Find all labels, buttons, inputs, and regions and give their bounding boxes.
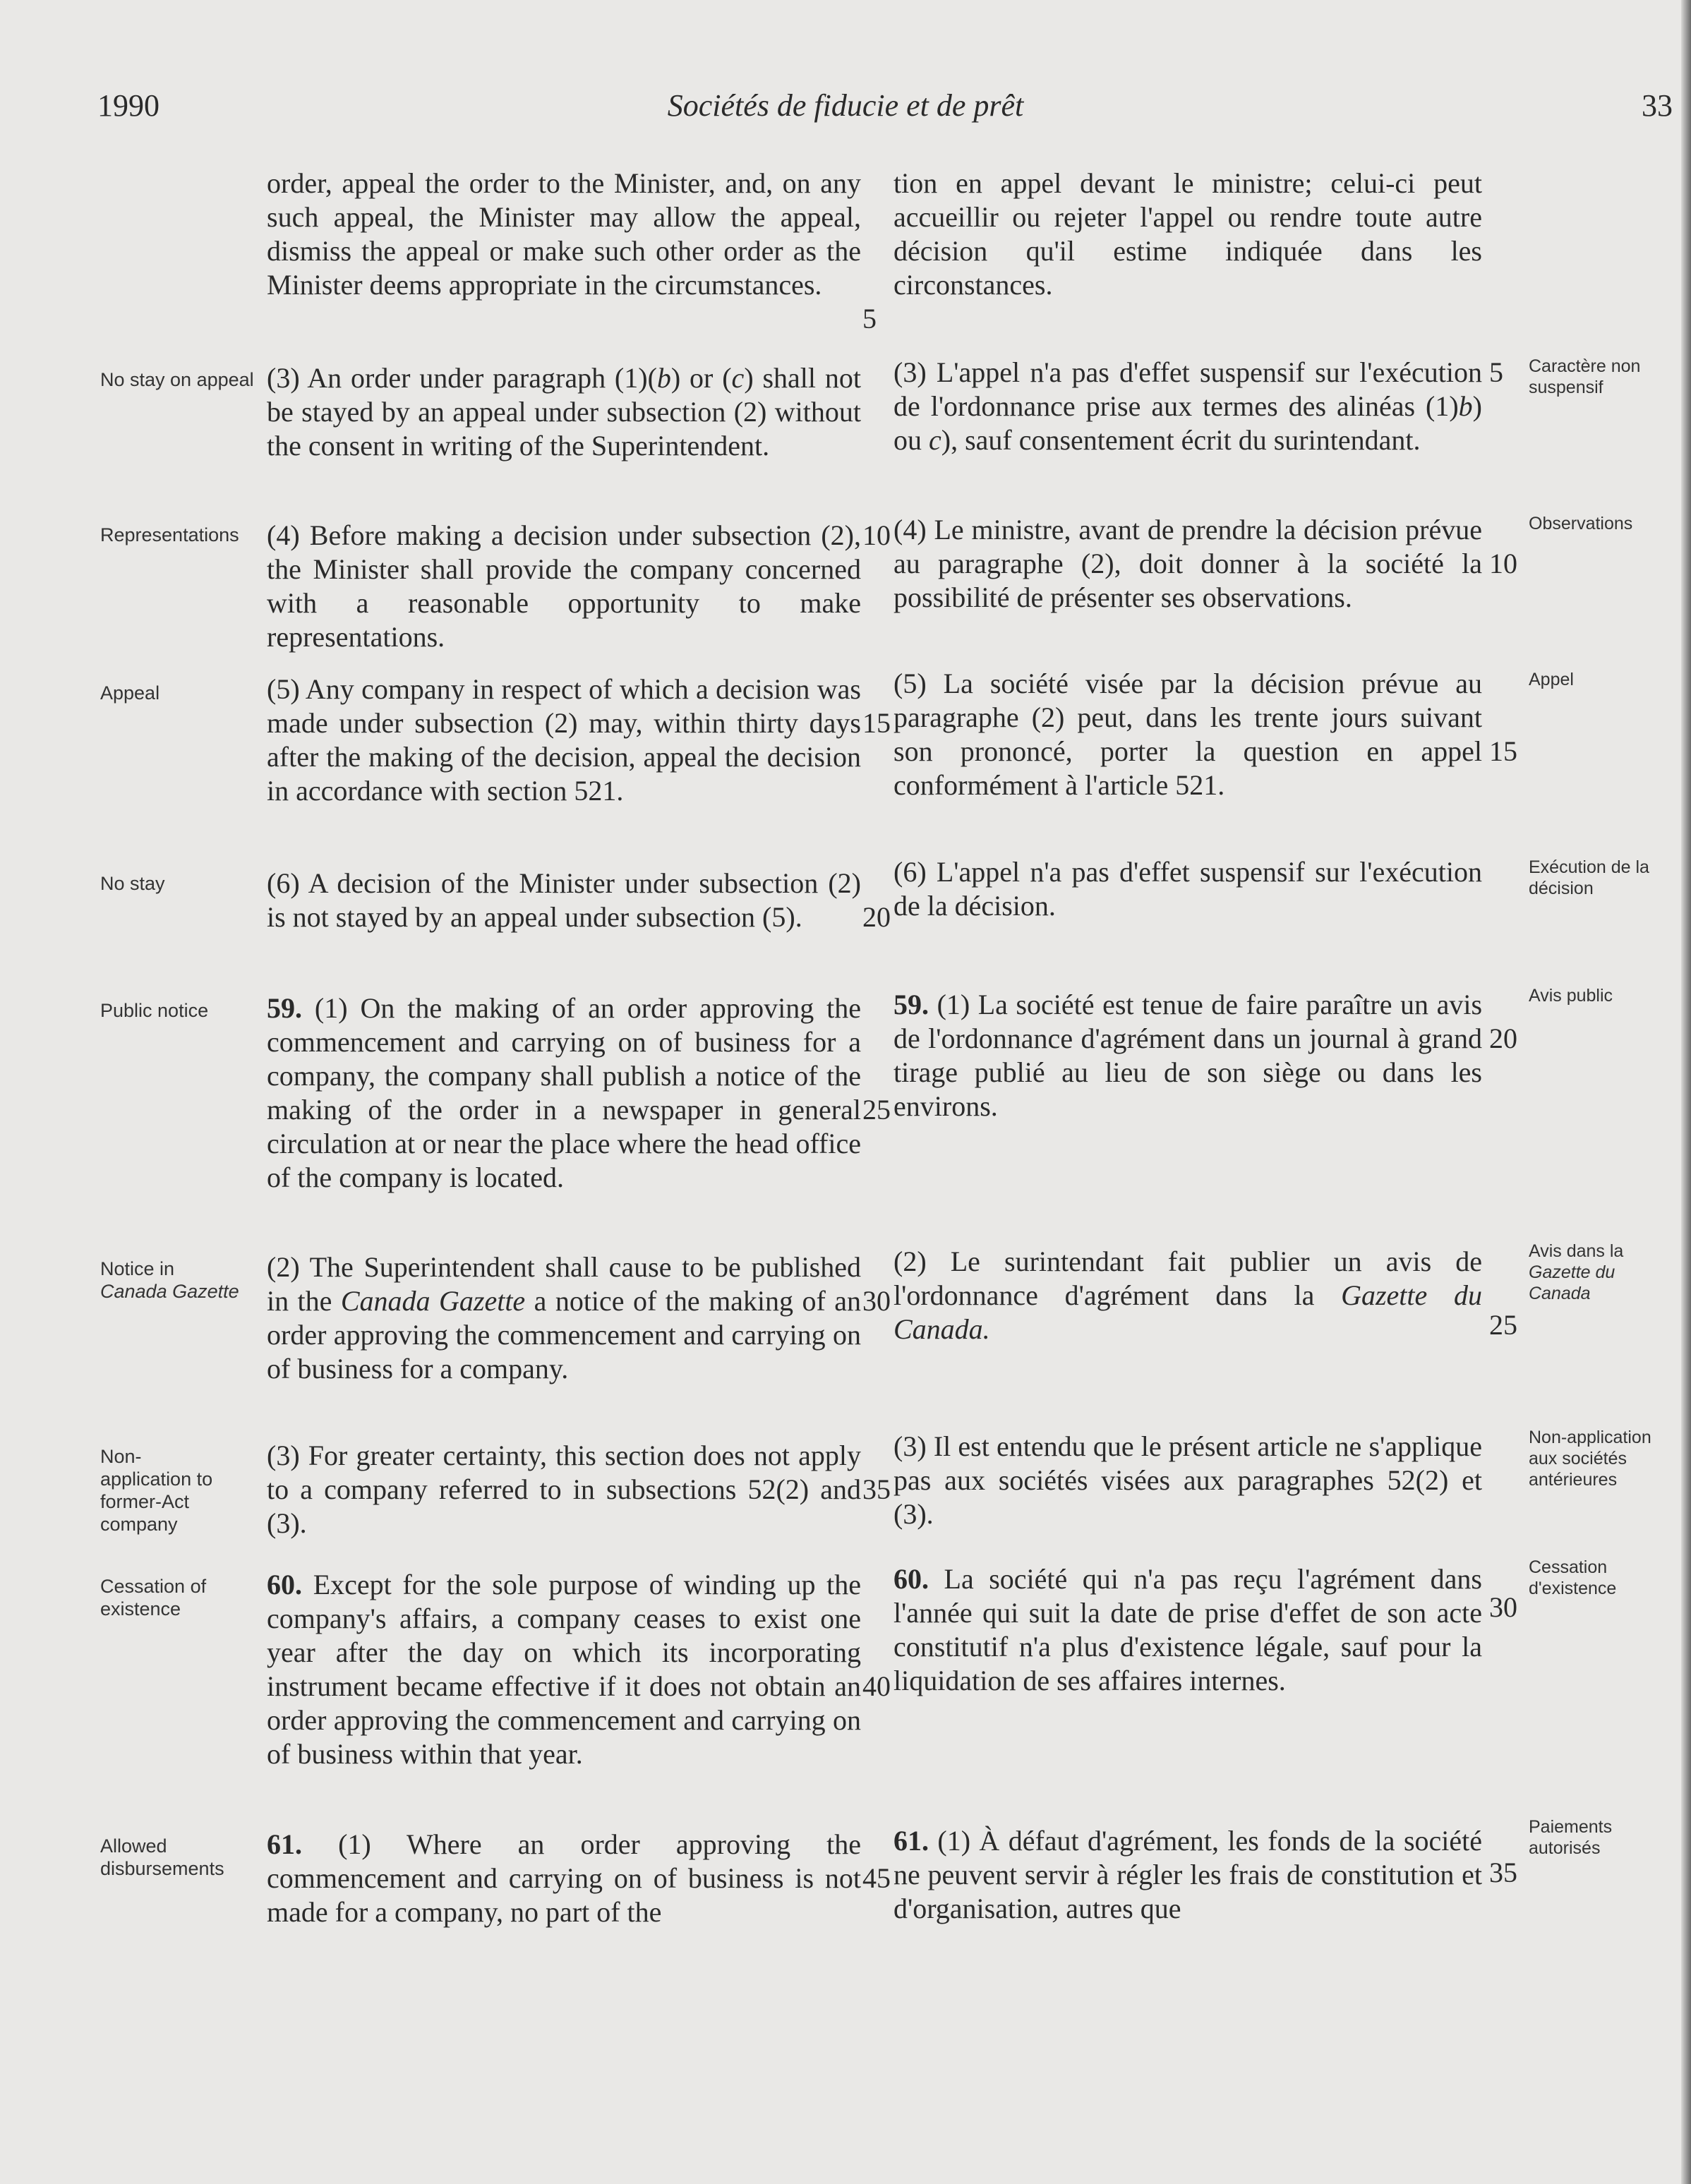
margin-note-en: No stay xyxy=(100,873,165,894)
line-number: 40 xyxy=(862,1670,891,1702)
line-number: 35 xyxy=(1489,1857,1517,1888)
margin-note-fr: Cessation d'existence xyxy=(1529,1557,1617,1598)
line-number: 5 xyxy=(862,303,877,334)
line-number: 5 xyxy=(1489,356,1503,388)
margin-note-fr: Appel xyxy=(1529,670,1574,689)
line-number: 45 xyxy=(862,1862,891,1894)
margin-note-en: Public notice xyxy=(100,1000,209,1021)
fr-section-59-1: 59. (1) La société est tenue de faire paraître un avis de l'ordonnance d'agrément dans un journal à grand tirage publié au lieu de son siège ou dans les environs. xyxy=(893,989,1483,1122)
margin-note-fr: Observations xyxy=(1529,514,1633,533)
page-edge-shadow xyxy=(1681,0,1691,2184)
header-page-number: 33 xyxy=(1642,88,1673,123)
line-number: 25 xyxy=(862,1094,891,1126)
fr-paragraph-continued: tion en appel devant le ministre; celui-ci peut accueillir ou rejeter l'appel ou rendre toute autre décision qu'il estime indiquée dans les circonstances. xyxy=(893,167,1482,301)
line-number: 15 xyxy=(862,707,891,739)
fr-section-59-2: (2) Le surintendant fait publier un avis de l'ordonnance d'agrément dans la Gazette du Canada. xyxy=(893,1245,1483,1345)
en-section-59-3: (3) For greater certainty, this section does not apply to a company referred to in subsections 52(2) and (3). xyxy=(267,1440,861,1539)
en-section-59-1: 59. (1) On the making of an order approving the commencement and carrying on of business for a company, the company shall publish a notice of the making of the order in a newspaper in general circulation at or near the place where the head office of the company is located. xyxy=(267,992,861,1193)
line-number: 30 xyxy=(1489,1591,1517,1623)
margin-note-fr: Paiements autorisés xyxy=(1529,1817,1613,1858)
margin-note-fr: Exécution de la décision xyxy=(1529,857,1649,898)
margin-note-fr: Non-application aux sociétés antérieures xyxy=(1529,1428,1651,1490)
header-year: 1990 xyxy=(97,88,160,123)
en-section-61-1: 61. (1) Where an order approving the commencement and carrying on of business is not made for a company, no part of the xyxy=(267,1828,862,1928)
en-subsection-6: (6) A decision of the Minister under subsection (2) is not stayed by an appeal under subsection (5). xyxy=(267,867,861,933)
line-number: 25 xyxy=(1489,1309,1517,1341)
line-number: 35 xyxy=(862,1473,891,1505)
line-number: 15 xyxy=(1489,735,1517,767)
fr-subsection-4: (4) Le ministre, avant de prendre la décision prévue au paragraphe (2), doit donner à la société la possibilité de présenter ses observations. xyxy=(893,514,1482,613)
line-number: 20 xyxy=(862,901,891,933)
margin-note-en: Non-application to former-Act company xyxy=(100,1446,213,1535)
margin-note-en: No stay on appeal xyxy=(100,369,254,390)
fr-subsection-3: (3) L'appel n'a pas d'effet suspensif sur l'exécution de l'ordonnance prise aux termes des alinéas (1)b) ou c), sauf consentement écrit du surintendant. xyxy=(893,356,1482,456)
margin-note-en: Cessation of existence xyxy=(100,1576,207,1619)
line-number: 20 xyxy=(1489,1022,1517,1054)
en-subsection-3: (3) An order under paragraph (1)(b) or (c) shall not be stayed by an appeal under subsection (2) without the consent in writing of the Superintendent. xyxy=(267,362,861,461)
line-number: 10 xyxy=(1489,548,1517,579)
en-section-60: 60. Except for the sole purpose of winding up the company's affairs, a company ceases to exist one year after the day on which its incorporating instrument became effective if it does not obtain an order approving the commencement and carrying on of business within that year. xyxy=(267,1569,862,1770)
en-subsection-5: (5) Any company in respect of which a decision was made under subsection (2) may, within thirty days after the making of the decision, appeal the decision in accordance with section 521. xyxy=(267,673,861,807)
en-paragraph-continued: order, appeal the order to the Minister, and, on any such appeal, the Minister may allow the appeal, dismiss the appeal or make such other order as the Minister deems appropriate in the circumstances. xyxy=(267,167,861,301)
fr-section-61-1: 61. (1) À défaut d'agrément, les fonds de la société ne peuvent servir à régler les frais de constitution et d'organisation, autres que xyxy=(893,1825,1482,1924)
header-title: Sociétés de fiducie et de prêt xyxy=(667,88,1024,123)
margin-note-en: Representations xyxy=(100,524,239,545)
margin-note-en: Allowed disbursements xyxy=(100,1835,224,1879)
line-number: 10 xyxy=(862,519,891,551)
en-subsection-4: (4) Before making a decision under subsection (2), the Minister shall provide the company concerned with a reasonable opportunity to make representations. xyxy=(267,519,861,653)
fr-subsection-5: (5) La société visée par la décision prévue au paragraphe (2) peut, dans les trente jours suivant son prononcé, porter la question en appel conformément à l'article 521. xyxy=(893,668,1482,801)
fr-section-60: 60. La société qui n'a pas reçu l'agrément dans l'année qui suit la date de prise d'effet de son acte constitutif n'a plus d'existence légale, sauf pour la liquidation de ses affaires internes. xyxy=(893,1563,1482,1696)
margin-note-en: Notice in Canada Gazette xyxy=(100,1258,239,1302)
line-number: 30 xyxy=(862,1285,891,1317)
margin-note-en: Appeal xyxy=(100,682,160,704)
en-section-59-2: (2) The Superintendent shall cause to be published in the Canada Gazette a notice of the making of an order approving the commencement and carrying on of business for a company. xyxy=(267,1251,862,1384)
fr-section-59-3: (3) Il est entendu que le présent article ne s'applique pas aux sociétés visées aux paragraphes 52(2) et (3). xyxy=(893,1430,1482,1530)
fr-subsection-6: (6) L'appel n'a pas d'effet suspensif sur l'exécution de la décision. xyxy=(893,856,1482,922)
margin-note-fr: Caractère non suspensif xyxy=(1529,356,1641,397)
margin-note-fr: Avis public xyxy=(1529,986,1613,1006)
margin-note-fr: Avis dans la Gazette du Canada xyxy=(1529,1241,1624,1303)
